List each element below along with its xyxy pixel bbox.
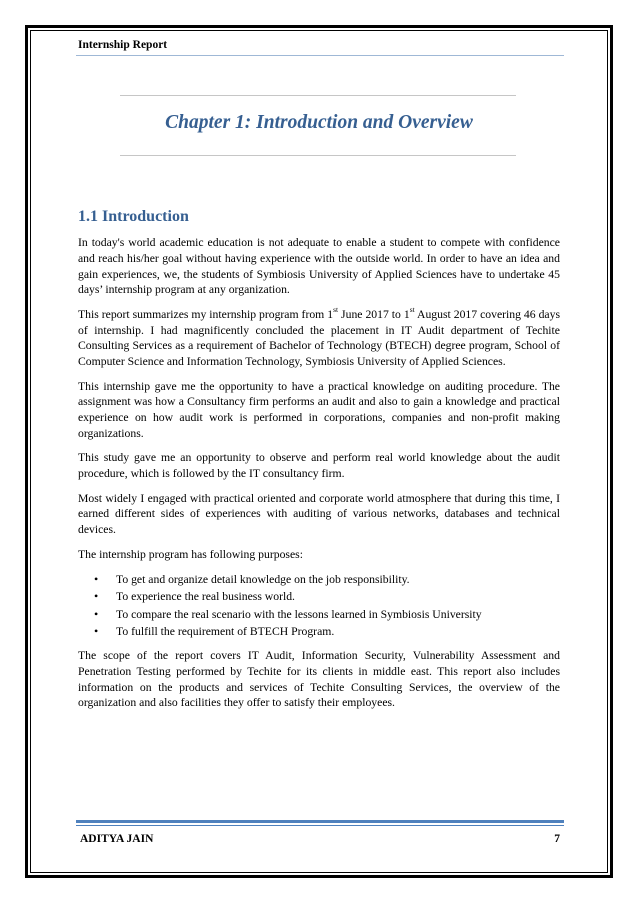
list-item-text: To experience the real business world. [116, 590, 295, 604]
list-item-text: To fulfill the requirement of BTECH Program. [116, 625, 335, 639]
section-heading: 1.1 Introduction [78, 208, 189, 225]
body-text [78, 235, 560, 720]
footer-author: ADITYA JAIN [80, 833, 154, 845]
purposes-list [78, 571, 560, 641]
chapter-divider-top [120, 95, 516, 96]
summary-text-b: June 2017 to 1 [338, 307, 410, 321]
running-header: Internship Report [78, 39, 168, 51]
page-number: 7 [554, 833, 560, 845]
header-divider [76, 55, 564, 56]
list-item [94, 588, 560, 606]
ordinal-suffix: st [333, 304, 339, 314]
footer-divider-thick [76, 820, 564, 823]
paragraph-opportunity: This internship gave me the opportunity to have a practical knowledge on auditing procedure. The assignment was how a Consultancy firm performs an audit and also to gain a knowledge and practical experience on how audit work is performed in corporations, companies and non-profit making organizations. [78, 379, 560, 440]
paragraph-intro: In today's world academic education is not adequate to enable a student to compete with confidence and reach his/her goal without having experience with the outside world. In order to have an idea and gain experiences, we, the students of Symbiosis University of Applied Sciences have to undertake 45 days’ internship program at any organization. [78, 236, 560, 297]
list-item [94, 623, 560, 641]
bullet-icon: • [94, 589, 99, 604]
list-item-text: To compare the real scenario with the lessons learned in Symbiosis University [116, 607, 482, 621]
list-item [94, 571, 560, 589]
chapter-title: Chapter 1: Introduction and Overview [165, 112, 473, 133]
ordinal-suffix: st [409, 304, 415, 314]
footer-divider-thin [76, 825, 564, 826]
paragraph-study: This study gave me an opportunity to observe and perform real world knowledge about the audit procedure, which is followed by the IT consultancy firm. [78, 451, 560, 481]
paragraph-summary [78, 304, 561, 370]
bullet-icon: • [94, 624, 99, 639]
paragraph-scope: The scope of the report covers IT Audit, Information Security, Vulnerability Assessment and Penetration Testing performed by Techite for its clients in middle east. This report also includes information on the products and services of Techite Consulting Services, the overview of the organization and also facilities they offer to satisfy their employees. [78, 648, 560, 710]
summary-text-a: This report summarizes my internship program from 1 [78, 307, 334, 321]
bullet-icon: • [94, 571, 99, 586]
chapter-divider-bottom [120, 155, 516, 156]
bullet-icon: • [94, 606, 99, 621]
paragraph-experience: Most widely I engaged with practical oriented and corporate world atmosphere that during this time, I earned different sides of experiences with auditing of various networks, databases and technical devices. [78, 491, 560, 537]
list-item-text: To get and organize detail knowledge on the job responsibility. [116, 572, 410, 586]
paragraph-purposes-intro: The internship program has following purposes: [78, 547, 303, 561]
list-item [94, 606, 560, 624]
summary-text-c: August 2017 covering 46 days of internship. I had magnificently concluded the placement in IT Audit department of Techite Consulting Services as a requirement of Bachelor of Technology (BTECH) degree program, School of Computer Science and Information Technology, Symbiosis University of Applied Sciences. [78, 307, 561, 369]
